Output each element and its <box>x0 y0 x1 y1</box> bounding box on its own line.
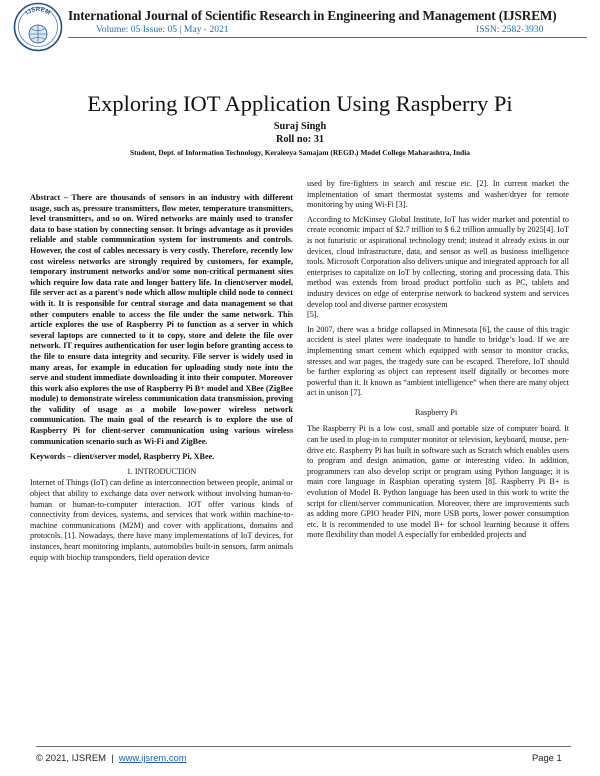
right-column <box>307 179 569 541</box>
left-column <box>30 193 293 563</box>
raspberry-pi-heading: Raspberry Pi <box>415 407 458 417</box>
abstract <box>30 193 293 447</box>
roll-number: Roll no: 31 <box>275 134 325 145</box>
paragraph-3: In 2007, there was a bridge collapsed in Minnesota [6], the cause of this tragic accident is steel plates were inadequate to handle to bridge’s load. If we are implementing smart cement which equipped with sensor to monitor cracks, stresses and war pages, the tragedy sure can be escaped. Therefore, IoT should be farther exploring as object can represent itself digitally or becomes more powerful than it. It known as “ambient intelligence” when there are many object act in unison [7]. <box>307 324 569 398</box>
footer-separator: | <box>111 752 114 763</box>
introduction-paragraph: Internet of Things (IoT) can define as interconnection between people, animal or object that ability to exchange data over network without involving human-to-human or human-to-computer interaction. IOT offer various kinds of connectivity from devices, systems, and services that work within machine-to-machine communications (M2M) and cover with applications, domains and protocols. [1]. Nowadays, there have many implementations of IoT devices, for instances, heart monitoring implants, automobiles built-in sensors, farm animals equip with biochip transponders, field operation device <box>30 478 293 562</box>
header-divider <box>68 37 587 38</box>
footer-url-link[interactable]: www.ijsrem.com <box>118 752 187 763</box>
abstract-text: Abstract – There are thousands of sensors in an industry with different usage, such as, pressure transmitters, flow meter, temperature transmitters, level transmitters, and so on. Wired networks are mainly used to transfer data to base station by connecting sensor. It brings advantage as it provides reliable and stable communication system for instruments and controls. However, the cost of cables necessary is very costly. Therefore, recently low cost wireless networks are strongly required by customers, for example, temporary instrument networks and/or some non-critical permanent sites which require low data rate and longer battery life. In client/server model, file server act as a parent's node which allow multiple child node to connect with it. It is responsible for central storage and data management so that other computers enable to access the file under the same network. This article explores the use of Raspberry Pi to function as a server in which several laptops are connected to it to copy, store and delete the file over network. IT requires authentication for user login before granting access to the file to ensure data integrity and security. File server is widely used in many areas, for example in education for uploading study note into the serve and student immediate downloading it into their computer. Moreover this work also explores the use of Raspberry Pi B+ model and XBee (ZigBee module) to demonstrate wireless communication data transmission, proving the validity of usage as a mobile low-power wireless network communication. The main goal of the research is to explore the use of Raspberry Pi for client-server communication using various wireless communication scenario such as Wi-Fi and ZigBee. <box>30 193 293 446</box>
footer-copyright: © 2021, IJSREM <box>36 752 106 763</box>
footer-page-number: Page 1 <box>532 752 562 763</box>
paragraph-2-ref: [5]. <box>307 310 319 320</box>
paragraph-1: used by fire-fighters in search and rescue etc. [2]. In current market the implementation of smart thermostat systems and washer/dryer for remote monitoring by using Wi-Fi [3]. <box>307 179 569 210</box>
paragraph-4: The Raspberry Pi is a low cost, small and portable size of computer board. It can be used to plug-in to computer monitor or television, keyboard, mouse, pen-drive etc. Raspberry Pi has built in software such as Scratch which enables users to program and design animation, game or interesting video. In addition, programmers can also develop script or program using Python language; it is main core language in Raspbian operating system [8]. Raspberry Pi B+ is evolution of Model B. Python language has been used in this work to write the script for client/server communication. Moreover, there are improvements such as adding more GPIO header PIN, more USB ports, lower power consumption etc. It is recommended to use model B+ for school learning because it offers more flexibility than model A especially for embedded projects and <box>307 424 569 540</box>
ijsrem-logo <box>13 2 63 52</box>
keywords: Keywords – client/server model, Raspberry Pi, XBee. <box>30 452 215 462</box>
paragraph-2: According to McKinsey Global Institute, IoT has wider market and potential to create economic impact of $2.7 trillion to $ 6.2 trillion annually by 2025[4]. IoT is not futuristic or aspirational technology trend; instead it already exists in our devices, cloud infrastructure, data, and sensor as well as business intelligence tools. Microsoft Corporation also delivers unique and integrated approach for all enterprises to capitalize on IoT by collecting, storing and processing data. This method was extends from broad product portfolio such as PC, tablets and industry devices on edge of enterprise network to backend system and services develop tool and diverse partner ecosystem <box>307 214 569 309</box>
affiliation: Student, Dept. of Information Technology, Keraleeya Samajam (REGD.) Model College Maharashtra, India <box>130 148 470 157</box>
footer-left <box>36 752 187 763</box>
footer-divider <box>36 746 571 747</box>
logo-text: IJSREM <box>24 5 52 17</box>
introduction-heading: 1. INTRODUCTION <box>126 466 197 476</box>
volume-issue: Volume: 05 Issue: 05 | May - 2021 <box>96 24 229 35</box>
paper-title: Exploring IOT Application Using Raspberry Pi <box>87 91 513 116</box>
issn: ISSN: 2582-3930 <box>476 24 544 35</box>
author-name: Suraj Singh <box>273 121 327 132</box>
journal-title: International Journal of Scientific Research in Engineering and Management (IJSREM) <box>68 8 557 23</box>
